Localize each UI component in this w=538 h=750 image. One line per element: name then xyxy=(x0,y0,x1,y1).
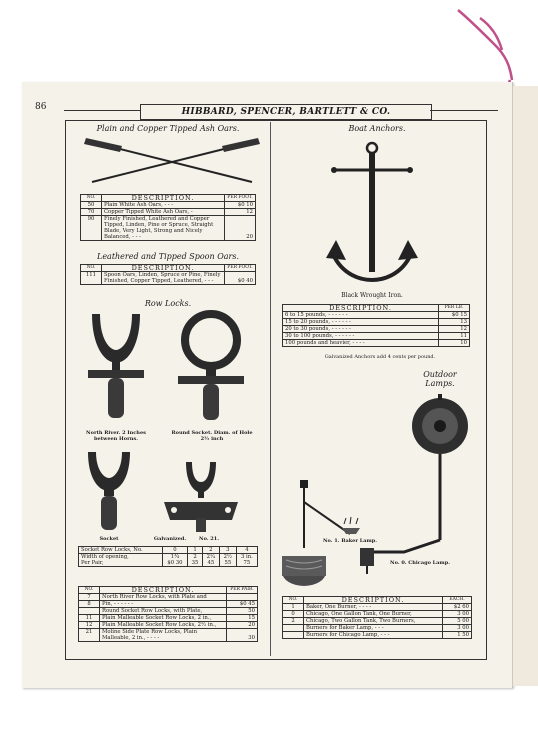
anchors-table: DESCRIPTION. PER LB. 6 to 15 pounds, - - - - - - $0 15 15 to 20 pounds, - - - - - - 13 20 to 30 pounds, - - - - - - 12 30 to 100 pounds, - - - - - - 11 100 pounds and heavier, - - - - 10 xyxy=(282,304,470,347)
lamps-title: Outdoor Lamps. xyxy=(423,370,457,388)
table-row: Burners for Baker Lamp, - - - 3 00 xyxy=(283,625,472,632)
table-row: Round Socket Row Locks, with Plate, 50 xyxy=(79,608,258,615)
round-socket-rowlock-illustration xyxy=(176,310,246,430)
table-row: Socket Row Locks, No. 0 1 2 3 4 xyxy=(79,547,258,554)
oars-table xyxy=(80,194,256,241)
socket-rowlock-illustration xyxy=(84,448,134,534)
oars-col-no: NO. xyxy=(81,195,102,202)
page-header: HIBBARD, SPENCER, BARTLETT & CO. xyxy=(140,104,432,120)
table-row: 1 Baker, One Burner, - - - - $2 60 xyxy=(283,604,472,611)
table-row: Width of opening, Per Pair, 1¾ $0 30 2 35 2¼ 45 2½ 55 3 in. 75 xyxy=(79,554,258,567)
table-row: Burners for Chicago Lamp, - - - 1 50 xyxy=(283,632,472,639)
row-locks-title: Row Locks. xyxy=(144,299,192,308)
anchor-caption: Black Wrought Iron. xyxy=(341,292,403,299)
galvanized-caption: Galvanized. xyxy=(153,536,187,542)
socket-caption: Socket xyxy=(99,536,119,542)
table-row: 15 to 20 pounds, - - - - - - 13 xyxy=(283,319,470,326)
socket-size-table xyxy=(78,546,258,567)
spoon-oars-title: Leathered and Tipped Spoon Oars. xyxy=(97,252,239,261)
spoon-oars-table: NO. DESCRIPTION. PER FOOT. 111 Spoon Oars, Linden, Spruce or Pine, Finely Finished, Copper Tipped, Leathered, - - - $0 40 xyxy=(80,264,256,285)
side-plate-rowlock-illustration xyxy=(160,458,242,534)
table-row: 6 to 15 pounds, - - - - - - $0 15 xyxy=(283,312,470,319)
header-rule-right xyxy=(430,110,498,111)
chicago-lamp-caption: No. 0. Chicago Lamp. xyxy=(390,560,450,566)
table-row: 50 Plain White Ash Oars, - - - $0 10 xyxy=(81,202,256,209)
table-row: 21 Moline Side Plate Row Locks, Plain Malleable, 2 in., - - - - 30 xyxy=(79,629,258,642)
row-locks-price-table: NO. DESCRIPTION. PER PAIR. 7 North River Row Locks, with Plate and 8 Pin, - - - - - - $0 45 Round Socket Row Locks, with Plate, 50 11 Plain Malleable Socket Row Locks, 2 in., 15 12 Plain Malleable Socket Row Locks, 2½ in., 20 21 Moline Side Plate Row Locks, Plain Malleable, 2 in., - - - - 30 xyxy=(78,586,258,642)
table-row: 0 Chicago, One Gallon Tank, One Burner, 3 00 xyxy=(283,611,472,618)
baker-lamp-illustration xyxy=(278,478,378,590)
column-divider xyxy=(270,122,271,656)
galvanized-anchors-note: Galvanized Anchors add 4 cents per pound. xyxy=(324,354,436,360)
oars-col-desc: DESCRIPTION. xyxy=(102,195,225,202)
table-row: 11 Plain Malleable Socket Row Locks, 2 in., 15 xyxy=(79,615,258,622)
table-row: 90 Finely Finished, Leathered and Copper Tipped, Linden, Pine or Spruce, Straight Blade, Very Light, Strong and Nicely Balanced, - - - 20 xyxy=(81,216,256,241)
oars-illustration xyxy=(82,136,262,188)
table-row: 8 Pin, - - - - - - $0 45 xyxy=(79,601,258,608)
anchors-title: Boat Anchors. xyxy=(348,124,406,133)
north-river-rowlock-illustration xyxy=(84,310,148,430)
table-row: 30 to 100 pounds, - - - - - - 11 xyxy=(283,333,470,340)
oars-title: Plain and Copper Tipped Ash Oars. xyxy=(96,124,240,133)
table-row: 2 Chicago, Two Gallon Tank, Two Burners, 5 00 xyxy=(283,618,472,625)
next-page-edge xyxy=(512,86,538,686)
table-row: 7 North River Row Locks, with Plate and xyxy=(79,594,258,601)
north-river-caption: North River. 2 Inches between Horns. xyxy=(86,430,146,442)
header-rule-left xyxy=(64,110,140,111)
round-socket-caption: Round Socket. Diam. of Hole 2½ inch xyxy=(171,430,253,442)
lamps-table: NO. DESCRIPTION. EACH. 1 Baker, One Burner, - - - - $2 60 0 Chicago, One Gallon Tank, One Burner, 3 00 2 Chicago, Two Gallon Tank, Two Burners, 5 00 Burners for Baker Lamp, - - - 3 00 Burners for Chicago Lamp, - - - 1 50 xyxy=(282,596,472,639)
table-row: 12 Plain Malleable Socket Row Locks, 2½ in., 20 xyxy=(79,622,258,629)
table-row: 100 pounds and heavier, - - - - 10 xyxy=(283,340,470,347)
page-number: 86 xyxy=(35,102,47,112)
table-row: 111 Spoon Oars, Linden, Spruce or Pine, Finely Finished, Copper Tipped, Leathered, - - - $0 40 xyxy=(81,272,256,285)
table-row: 70 Copper Tipped White Ash Oars, - 12 xyxy=(81,209,256,216)
anchor-illustration xyxy=(322,140,422,288)
table-row: 20 to 30 pounds, - - - - - - 12 xyxy=(283,326,470,333)
no21-caption: No. 21. xyxy=(199,536,219,542)
baker-lamp-caption: No. 1. Baker Lamp. xyxy=(322,538,378,544)
oars-col-price: PER FOOT. xyxy=(225,195,256,202)
